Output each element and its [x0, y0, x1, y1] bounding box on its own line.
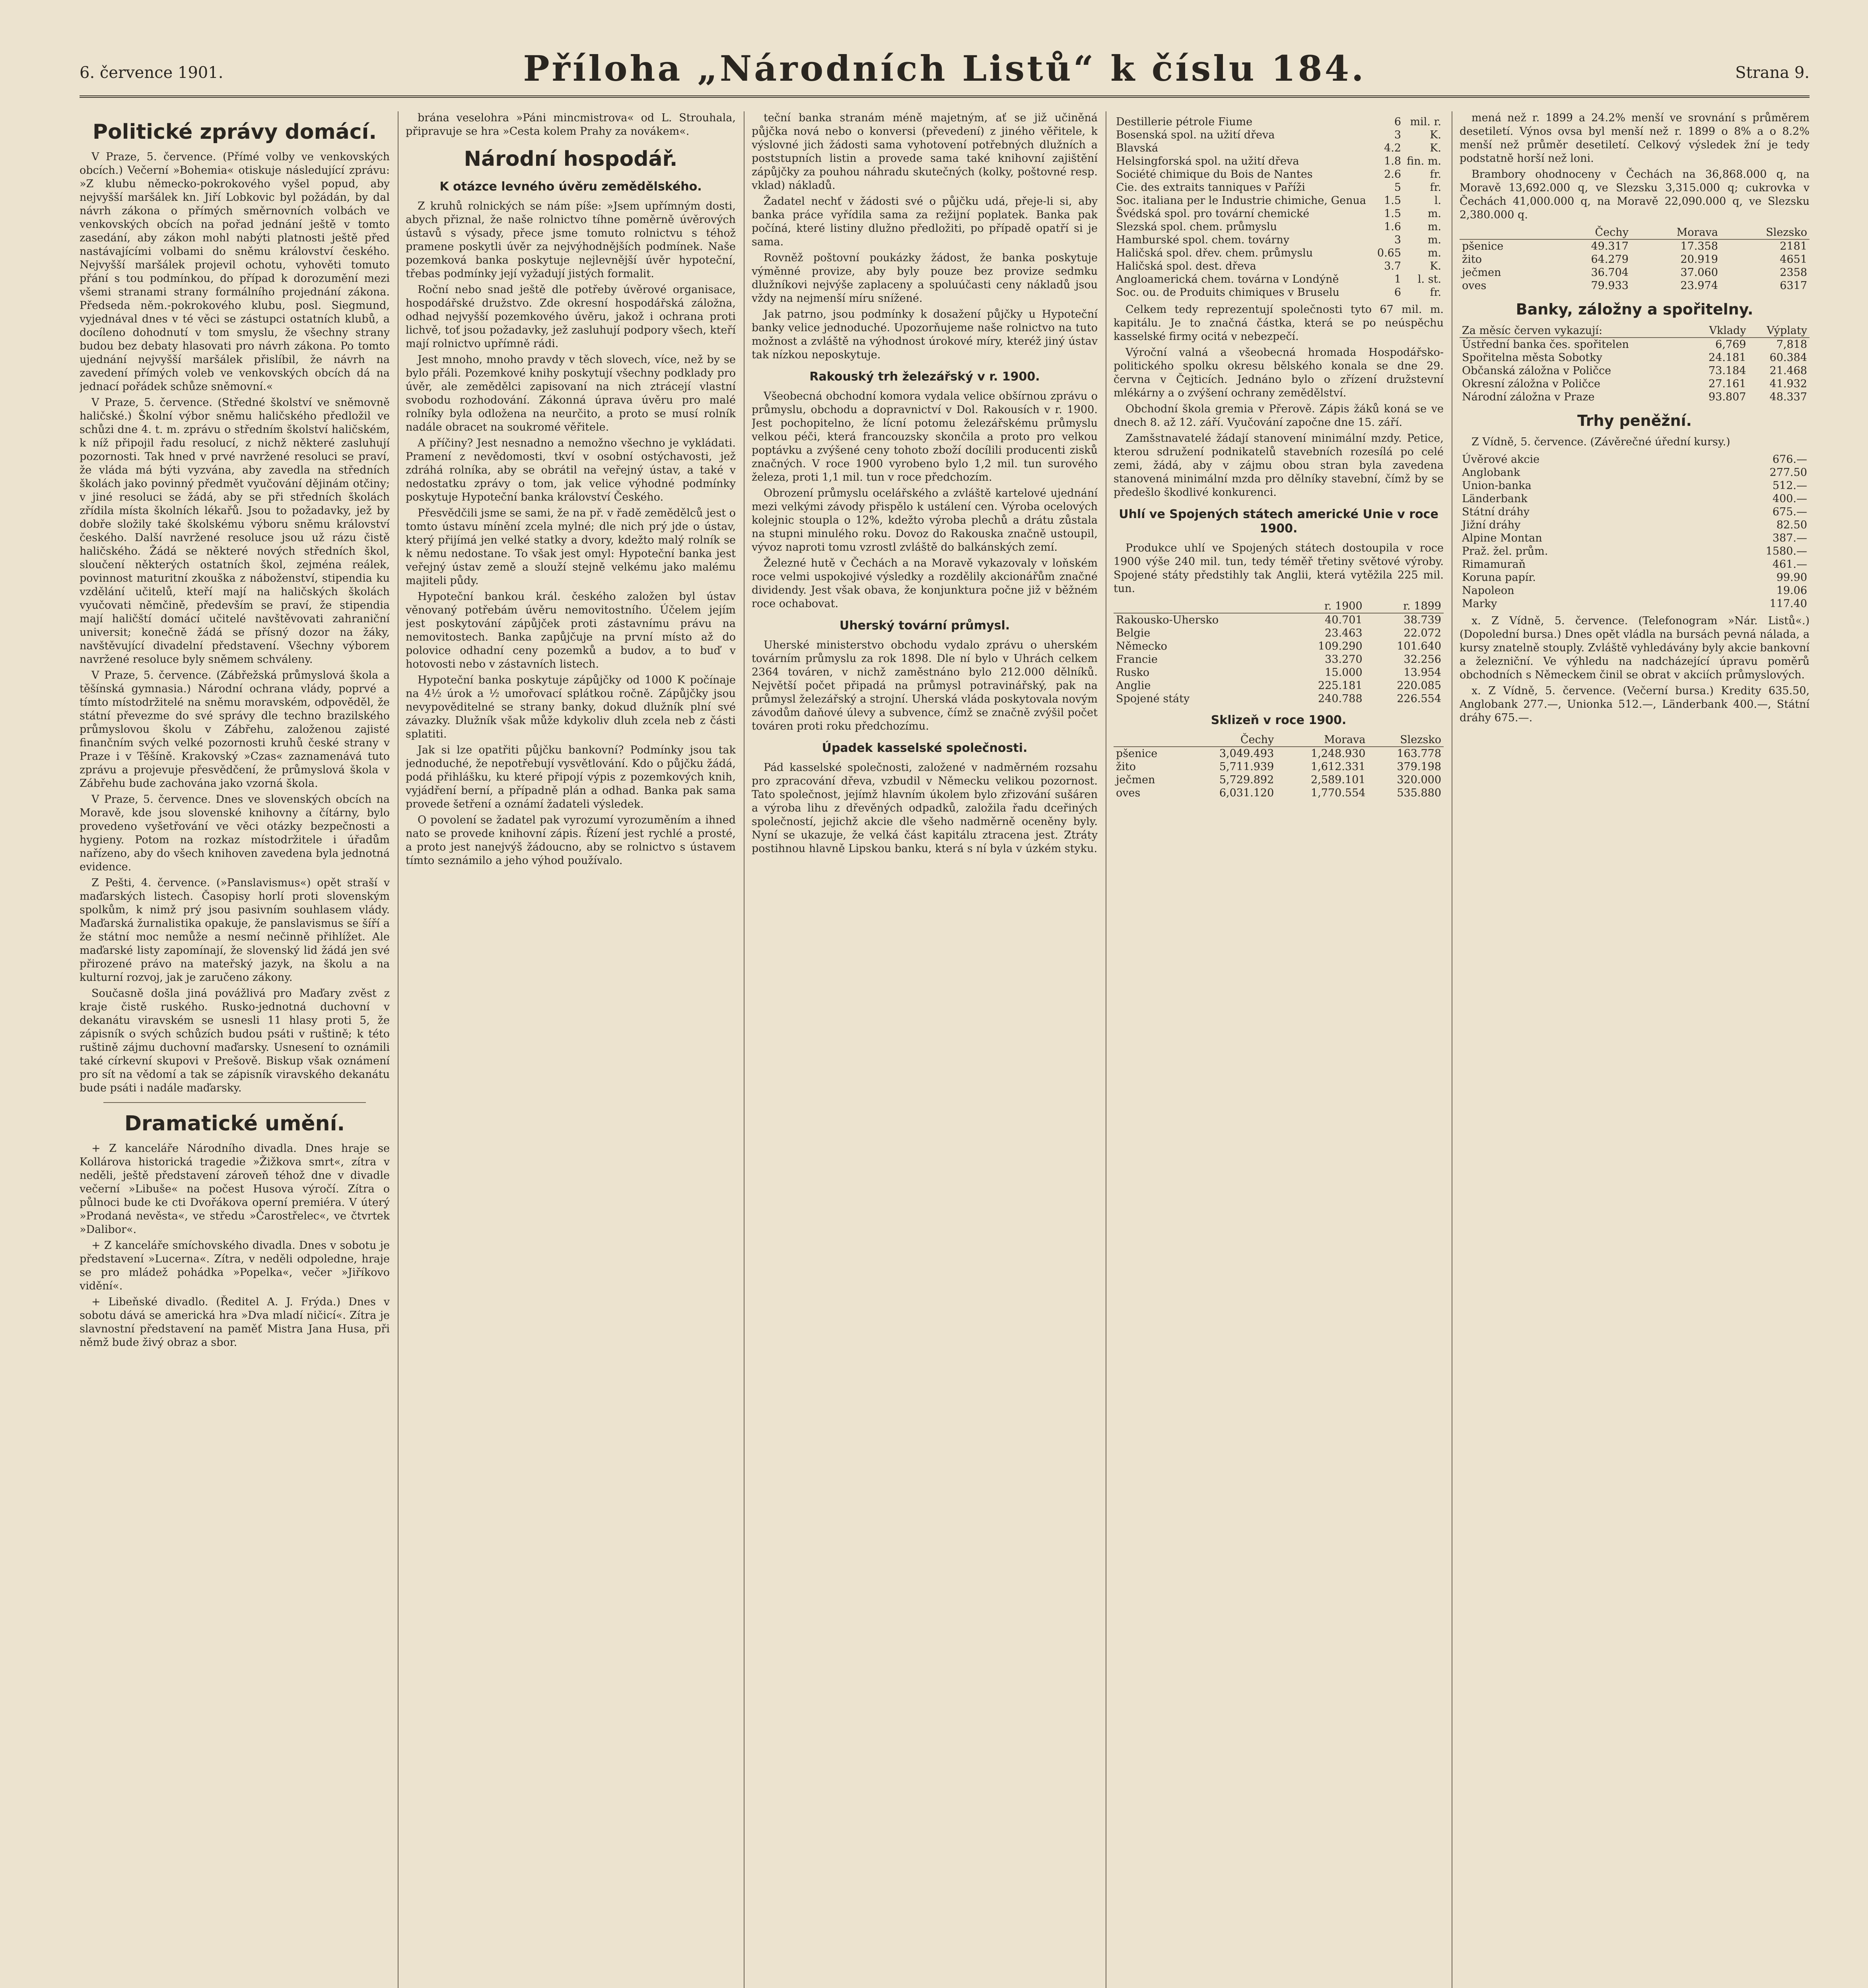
- table-cell: Haličská spol. dřev. chem. průmyslu: [1116, 247, 1313, 259]
- table-cell: Bosenská spol. na užití dřeva: [1116, 129, 1275, 141]
- table-cell: 36.704: [1591, 266, 1629, 279]
- table-cell: 23.974: [1680, 280, 1718, 292]
- table-cell: 22.072: [1403, 627, 1441, 639]
- table-cell: 13.954: [1403, 666, 1441, 679]
- table-row: [1114, 786, 1444, 800]
- table-row: [1114, 747, 1444, 760]
- table-row: [1114, 128, 1444, 142]
- article-paragraph: Hypoteční bankou král. českého založen byl ústav věnovaný potřebám úvěru nemovitostního. Účelem jejím jest poskytování zápůjček proti zástavnímu právu na nemovitostech. Banka zapůjčuje na první místo až do polovice odhadní ceny pozemků a budov, a to buď v hotovosti nebo v zástavních listech.: [406, 590, 736, 670]
- article-paragraph: Pád kasselské společnosti, založené v nadměrném rozsahu pro zpracování dřeva, vzbudil v Německu velikou pozornost. Tato společnost, jejímž hlavním úkolem bylo zřizování sušáren a výroba lihu z dřevěných odpadků, založila řadu dceřiných společností, jejichž akcie dle všeho nadměrně oceněny byly. Nyní se ukazuje, že velká část kapitálu ztracena jest. Ztráty postihnou hlavně Lipskou banku, která s ní byla v úzkém styku.: [752, 761, 1098, 855]
- table-cell: fr.: [1430, 168, 1441, 181]
- table-cell: Belgie: [1116, 627, 1151, 639]
- table-row: [1460, 505, 1810, 518]
- article-paragraph: Jest mnoho, mnoho pravdy v těch slovech, více, než by se bylo přáli. Pozemkové knihy poskytují všechny podklady pro úvěr, ale zemědělci zapisovaní na nich ztrácejí vlastní svobodu rozhodování. Zákonná úprava úvěru pro malé rolníky byla odložena na neurčito, a proto se musí rolník nadále obracet na soukromé věřitele.: [406, 353, 736, 433]
- table-row: [1460, 351, 1810, 364]
- table-cell: 117.40: [1769, 598, 1807, 610]
- table-cell: Koruna papír.: [1462, 571, 1536, 584]
- article-paragraph: V Praze, 5. července. (Přímé volby ve venkovských obcích.) Večerní »Bohemia« otiskuje následující zprávu: »Z klubu německo-pokrokového vyšel popud, aby nejvyšší maršálek kn. Jiří Lobkovic byl požádán, by dal návrh zákona o přímých směrnovních volbách ve venkovských obcích na pořad jednání ještě v tomto zasedání, aby zákon mohl nabýti platnosti ještě před nastávajícími volbami do sněmu království českého. Nejvyšší maršálek projevil ochotu, vyhověti tomuto přání s tou podmínkou, do případ k dorozumění mezi všemi stranami strany formálního projednání zákona. Předseda něm.-pokrokového klubu, posl. Siegmund, vyjednával dnes v té věci se zástupci ostatních klubů, a docíleno dohodnutí v tom smyslu, že všechny strany budou bez debaty hlasovati pro návrh zákona. Po tomto ujednání nejvyšší maršálek přislíbil, že návrh na zavedení přímých voleb ve venkovských obcích dá na jednací pořádek schůze sněmovní.«: [80, 151, 390, 393]
- table-cell: 535.880: [1397, 787, 1441, 799]
- article-paragraph: Z kruhů rolnických se nám píše: »Jsem upřímným dosti, abych přiznal, že naše rolnictvo tíhne poměrně úvěrových ústavů s výsady, přece jsme tomuto rolnictvu s téhož pramene poskytli úvěr za nejvýhodnějších podmínek. Naše pozemková banka poskytuje nejlevnější úvěr hypoteční, třebas podmínky její vyžadují jistých formalit.: [406, 200, 736, 280]
- crop-table: [1460, 226, 1810, 292]
- table-header-cell: r. 1900: [1286, 600, 1365, 613]
- table-row: [1460, 239, 1810, 253]
- article-paragraph: O povolení se žadatel pak vyrozumí vyrozuměním a ihned nato se provede knihovní zápis. Řízení jest rychlé a prosté, a proto jest nanejvýš žádoucno, aby se rolnictvo s ústavem tímto seznámilo a jeho výhod používalo.: [406, 814, 736, 867]
- table-row: [1114, 233, 1444, 247]
- table-cell: 3,049.493: [1219, 747, 1274, 760]
- article-paragraph: Železné hutě v Čechách a na Moravě vykazovaly v loňském roce velmi uspokojivé výsledky a rozdělily akcionářům značné dividendy. Jest však obava, že konjunktura počne již v běžném roce ochabovat.: [752, 557, 1098, 610]
- table-cell: 6,031.120: [1219, 787, 1274, 799]
- table-cell: Praž. žel. prům.: [1462, 545, 1548, 557]
- table-cell: 41.932: [1769, 378, 1807, 390]
- table-cell: Alpine Montan: [1462, 532, 1542, 544]
- table-cell: Soc. italiana per le Industrie chimiche, Genua: [1116, 194, 1366, 207]
- table-row: [1460, 390, 1810, 404]
- table-cell: 320.000: [1397, 774, 1441, 786]
- table-header-cell: [1114, 600, 1286, 613]
- table-cell: Ústřední banka čes. spořitelen: [1462, 338, 1629, 351]
- table-cell: Úvěrové akcie: [1462, 453, 1540, 466]
- table-header-cell: Čechy: [1549, 226, 1631, 239]
- table-cell: 1,770.554: [1311, 787, 1366, 799]
- section-heading-economy: Národní hospodář.: [464, 147, 678, 171]
- table-row: [1114, 260, 1444, 273]
- column-4: [1114, 111, 1444, 1988]
- table-row: [1460, 571, 1810, 584]
- supplement-title: Příloha „Národních Listů“ k číslu 184.: [523, 48, 1366, 89]
- table-cell: oves: [1116, 787, 1141, 799]
- harvest-table: [1114, 733, 1444, 800]
- table-header-cell: Za měsíc červen vykazují:: [1460, 324, 1691, 338]
- table-cell: Rusko: [1116, 666, 1150, 679]
- table-row: [1114, 640, 1444, 653]
- table-cell: Německo: [1116, 640, 1167, 652]
- table-cell: Anglobank: [1462, 466, 1520, 479]
- table-cell: 1,612.331: [1311, 761, 1366, 773]
- table-cell: 48.337: [1769, 391, 1807, 403]
- table-cell: 93.807: [1708, 391, 1746, 403]
- table-row: [1460, 453, 1810, 466]
- table-cell: 6317: [1780, 280, 1807, 292]
- table-cell: žito: [1462, 253, 1482, 266]
- article-subheading: K otázce levného úvěru zemědělského.: [439, 180, 702, 194]
- table-row: [1460, 266, 1810, 279]
- table-row: [1114, 653, 1444, 666]
- table-cell: m.: [1427, 221, 1441, 233]
- table-cell: fr.: [1430, 181, 1441, 194]
- table-cell: 79.933: [1591, 280, 1629, 292]
- table-row: [1460, 584, 1810, 597]
- article-paragraph: Jak patrno, jsou podmínky k dosažení půjčky u Hypoteční banky velice jednoduché. Upozorňujeme naše rolnictvo na tuto možnost a zvláště na výhodnost úrokové míry, kteréž jiný ústav tak nízkou neposkytuje.: [752, 308, 1098, 361]
- table-cell: Rakousko-Uhersko: [1116, 614, 1219, 626]
- table-cell: 32.256: [1403, 653, 1441, 666]
- table-row: [1114, 181, 1444, 194]
- table-cell: 4.2: [1384, 142, 1401, 154]
- article-heading-iron-market: Rakouský trh železářský v r. 1900.: [809, 370, 1040, 384]
- article-paragraph: V Praze, 5. července. (Středné školství ve sněmovně haličské.) Školní výbor sněmu haličského předložil ve schůzi dne 4. t. m. zprávu o středním školství haličském, k níž připojil řadu resolucí, z nichž některé zasluhují pozornosti. Tak hned v prvé navržené resoluci se praví, že vláda má býti vyzvána, aby zavedla na středních školách jako povinný předmět vyučování dějinám otčiny; v jiné resoluci se žádá, aby se při středních školách zřídila místa školních lékařů. Jsou to požadavky, jež by dobře složily také školskému výboru sněmu království českého. Další navržené resoluce jsou už rázu čistě haličského. Žádá se některé nových středních škol, sloučení některých ostatních škol, zejména reálek, povinnost maturitní zkouška z náboženství, stipendia ku vzdělání učitelů, kteří mají na haličských školách vyučovati němčině, především se praví, že stipendia mají haličští domácí učitelé navštěvovati zahraniční universit; konečně žádá se přísný dozor na žáky, navštěvující divadelní představení. Všechny výborem navržené resoluce byly sněmem schváleny.: [80, 396, 390, 666]
- table-cell: 5,711.939: [1219, 761, 1274, 773]
- table-cell: 387.—: [1772, 532, 1807, 544]
- table-cell: Angloamerická chem. továrna v Londýně: [1116, 273, 1339, 285]
- section-heading-banks: Banky, záložny a spořitelny.: [1516, 301, 1753, 318]
- table-cell: 1.6: [1384, 221, 1401, 233]
- table-row: [1460, 466, 1810, 479]
- table-row: [1114, 773, 1444, 786]
- article-paragraph: Žadatel nechť v žádosti své o půjčku udá, přeje-li si, aby banka práce vyřídila sama za režijní poplatek. Banka pak počíná, které listiny dlužno předložiti, po případě opatří si je sama.: [752, 195, 1098, 248]
- divider: [103, 1102, 366, 1103]
- table-row: [1460, 597, 1810, 610]
- table-cell: m.: [1427, 234, 1441, 246]
- table-row: [1114, 207, 1444, 220]
- table-row: [1114, 220, 1444, 233]
- section-heading-money-markets: Trhy peněžní.: [1577, 412, 1692, 429]
- table-cell: žito: [1116, 761, 1136, 773]
- table-row: [1114, 115, 1444, 128]
- table-cell: fin. m.: [1407, 155, 1441, 167]
- table-cell: 379.198: [1397, 761, 1441, 773]
- column-3: [752, 111, 1098, 1988]
- table-cell: Rimamuraň: [1462, 558, 1526, 571]
- table-header-cell: Výplaty: [1748, 324, 1810, 338]
- table-header-cell: Morava: [1276, 733, 1368, 747]
- table-cell: Napoleon: [1462, 584, 1514, 597]
- article-heading-kassel: Úpadek kasselské společnosti.: [822, 741, 1028, 755]
- table-cell: Spojené státy: [1116, 693, 1190, 705]
- table-cell: 0.65: [1377, 247, 1401, 259]
- table-header-cell: [1114, 733, 1185, 747]
- table-cell: Francie: [1116, 653, 1158, 666]
- section-heading-domestic-politics: Politické zprávy domácí.: [92, 120, 377, 144]
- article-paragraph: Roční nebo snad ještě dle potřeby úvěrové organisace, hospodářské družstvo. Zde okresní hospodářská záložna, odhad nejvyšší pozemkového úvěru, jakož i ochrana proti lichvě, toť jsou požadavky, jež zasluhují podpory všech, kteří mají rolnictvo upřímně rádi.: [406, 283, 736, 350]
- issue-date: 6. července 1901.: [80, 64, 224, 82]
- table-cell: 461.—: [1772, 558, 1807, 571]
- table-cell: Cie. des extraits tanniques v Paříži: [1116, 181, 1305, 194]
- table-cell: 5: [1394, 181, 1401, 194]
- table-cell: Soc. ou. de Produits chimiques v Bruselu: [1116, 286, 1339, 299]
- article-paragraph: Zamšstnavatelé žádají stanovení minimální mzdy. Petice, kterou sdružení podnikatelů stavebních rozesílá po celé zemi, žádá, aby v zájmu obou stran byla zavedena stanovená minimální mzda pro dělníky stavební, čímž by se předešlo škodlivé konkurenci.: [1114, 432, 1444, 499]
- table-cell: Union-banka: [1462, 480, 1532, 492]
- table-header-cell: Vklady: [1691, 324, 1749, 338]
- table-cell: 225.181: [1318, 679, 1363, 692]
- article-paragraph: Výroční valná a všeobecná hromada Hospodářsko-politického spolku okresu bělského konala se dne 29. června v Čejticích. Jednáno bylo o zřízení družstevní mlékárny a o zvýšení ochrany zemědělství.: [1114, 346, 1444, 399]
- table-cell: 40.701: [1325, 614, 1363, 626]
- table-cell: 1.5: [1384, 208, 1401, 220]
- table-cell: K.: [1430, 260, 1441, 272]
- table-cell: l.: [1434, 194, 1441, 207]
- money-table: [1460, 453, 1810, 610]
- table-cell: oves: [1462, 280, 1487, 292]
- table-cell: 512.—: [1772, 480, 1807, 492]
- article-paragraph: + Libeňské divadlo. (Ředitel A. J. Frýda.) Dnes v sobotu dává se americká hra »Dva mladí ničicí«. Zítra je slavnostní představení na paměť Mistra Jana Husa, při němž bude živý obraz a sbor.: [80, 1296, 390, 1349]
- article-paragraph: Obchodní škola gremia v Přerově. Zápis žáků koná se ve dnech 8. až 12. září. Vyučování započne dne 15. září.: [1114, 403, 1444, 429]
- table-cell: 82.50: [1776, 519, 1807, 531]
- table-cell: 19.06: [1776, 584, 1807, 597]
- article-paragraph: Produkce uhlí ve Spojených státech dostoupila v roce 1900 výše 240 mil. tun, tedy téměř třetiny světové výroby. Spojené státy předstihly tak Anglii, která vytěžila 225 mil. tun.: [1114, 542, 1444, 595]
- table-cell: Spořitelna města Sobotky: [1462, 351, 1602, 364]
- table-cell: 240.788: [1318, 693, 1363, 705]
- table-cell: 15.000: [1325, 666, 1363, 679]
- article-paragraph: + Z kanceláře Národního divadla. Dnes hraje se Kollárova historická tragedie »Žižkova smrt«, zítra v neděli, ještě představení zároveň téhož dne v divadle večerní »Libuše« na počest Husova výročí. Zítra o půlnoci bude ke cti Dvořákova operní premiéra. V úterý »Prodaná nevěsta«, ve středu »Čarostřelec«, ve čtvrtek »Dalibor«.: [80, 1142, 390, 1236]
- article-paragraph: A příčiny? Jest nesnadno a nemožno všechno je vykládati. Pramení z nevědomosti, tkví v osobní ostýchavosti, jež zdráhá rolníka, aby se obrátil na veřejný ústav, a také v nedostatku zprávy o tom, jak velice výhodné podmínky poskytuje Hypoteční banka království Českého.: [406, 437, 736, 503]
- table-row: [1460, 545, 1810, 558]
- table-cell: Okresní záložna v Poličce: [1462, 378, 1601, 390]
- article-paragraph: Jak si lze opatřiti půjčku bankovní? Podmínky jsou tak jednoduché, že nepotřebují vysvětlování. Kdo o půjčku žádá, podá přihlášku, ku které připojí výpis z pozemkových knih, vyjádření berní, a případně plán a odhad. Banka pak sama provede šetření a oznámí žadateli výsledek.: [406, 744, 736, 810]
- table-cell: K.: [1430, 129, 1441, 141]
- table-cell: 163.778: [1397, 747, 1441, 760]
- table-cell: K.: [1430, 142, 1441, 154]
- table-cell: fr.: [1430, 286, 1441, 299]
- table-row: [1460, 377, 1810, 390]
- table-cell: Marky: [1462, 598, 1497, 610]
- table-cell: Národní záložna v Praze: [1462, 391, 1595, 403]
- table-row: [1114, 760, 1444, 773]
- table-cell: 23.463: [1325, 627, 1363, 639]
- table-cell: 33.270: [1325, 653, 1363, 666]
- table-cell: 1,248.930: [1311, 747, 1366, 760]
- article-paragraph: x. Z Vídně, 5. července. (Večerní bursa.) Kredity 635.50, Anglobank 277.—, Unionka 512.—, Länderbank 400.—, Státní dráhy 675.—.: [1460, 685, 1810, 724]
- stocks-table: [1114, 115, 1444, 299]
- table-row: [1114, 692, 1444, 705]
- table-row: [1460, 479, 1810, 492]
- article-paragraph: Uherské ministerstvo obchodu vydalo zprávu o uherském továrním průmyslu za rok 1898. Dle ní bylo v Uhrách celkem 2364 továren, v nichž zaměstnáno bylo 212.000 dělníků. Největší počet připadá na průmysl potravinářský, pak na průmysl železářský a strojní. Uherská vláda poskytovala novým závodům daňové úlevy a subvence, čímž se značně zvýšil počet továren proti roku předchozímu.: [752, 639, 1098, 732]
- table-cell: 17.358: [1680, 240, 1718, 252]
- table-header-cell: [1460, 226, 1549, 239]
- article-paragraph: + Z kanceláře smíchovského divadla. Dnes v sobotu je představení »Lucerna«. Zítra, v neděli odpoledne, hraje se pro mládež pohádka »Popelka«, večer »Jiříkovo vidění«.: [80, 1239, 390, 1292]
- table-cell: Státní dráhy: [1462, 506, 1530, 518]
- table-cell: 99.90: [1776, 571, 1807, 584]
- article-paragraph: Obrození průmyslu ocelářského a zvláště kartelové ujednání mezi velkými závody přispělo k ustálení cen. Výroba ocelových kolejnic stoupla o 12%, kdežto výroba plechů a drátu zůstala na stupni minulého roku. Dovoz do Rakouska značně ustoupil, vývoz naproti tomu vzrostl zvláště do balkánských zemí.: [752, 487, 1098, 553]
- table-cell: Hamburské spol. chem. továrny: [1116, 234, 1290, 246]
- table-cell: 24.181: [1708, 351, 1746, 364]
- table-row: [1460, 253, 1810, 266]
- table-cell: 3: [1394, 129, 1401, 141]
- table-cell: 20.919: [1680, 253, 1718, 266]
- table-cell: 38.739: [1403, 614, 1441, 626]
- article-paragraph: mená než r. 1899 a 24.2% menší ve srovnání s průměrem desetiletí. Výnos ovsa byl menší než r. 1899 o 8% a o 8.2% menší než průměr desetiletí. Celkový výsledek žní je tedy podstatně horší než loni.: [1460, 112, 1810, 165]
- table-cell: 1: [1394, 273, 1401, 285]
- table-row: [1460, 492, 1810, 505]
- article-paragraph: Všeobecná obchodní komora vydala velice obšírnou zprávu o průmyslu, obchodu a dopravnictví v Dol. Rakousích v r. 1900. Jest pochopitelno, že lícní potomu železářskému průmyslu velkou péči, která francouzsky skončila a proto pro velkou poptávku a zvýšené ceny tohoto zboží docílili producenti zisků značných. V roce 1900 vyrobeno bylo 1,2 mil. tun surového železa, proti 1,1 mil. tun v roce předchozím.: [752, 390, 1098, 483]
- table-cell: 675.—: [1772, 506, 1807, 518]
- table-cell: Länderbank: [1462, 493, 1528, 505]
- article-paragraph: Současně došla jiná povážlivá pro Maďary zvěst z kraje čistě ruského. Rusko-jednotná duchovní v dekanátu viravském se usnesli 11 hlasy proti 5, že zápisník o svých schůzích budou psáti v ruštině; k této ruštině zájmu duchovní maďarsky. Usnesení to oznámili také církevní skupovi v Prešově. Biskup však oznámení pro sít na vědomí a tak se zápisník viravského dekanátu bude psáti i nadále maďarsky.: [80, 987, 390, 1094]
- table-cell: pšenice: [1462, 240, 1504, 252]
- article-paragraph: Z Vídně, 5. července. (Závěrečné úřední kursy.): [1471, 436, 1730, 448]
- table-cell: 5,729.892: [1219, 774, 1274, 786]
- article-paragraph: Hypoteční banka poskytuje zápůjčky od 1000 K počínaje na 4½ úrok a ½ umořovací splátkou ročně. Zápůjčky jsou nevypověditelné se strany banky, dokud dlužník plní své závazky. Dlužník však může kdykoliv dluh zcela neb z části splatiti.: [406, 674, 736, 740]
- table-cell: 400.—: [1772, 493, 1807, 505]
- table-cell: 6: [1394, 116, 1401, 128]
- article-paragraph: V Praze, 5. července. (Zábřežská průmyslová škola a těšínská gymnasia.) Národní ochrana vlády, poprvé a tímto místodržitelé na sněmu moravském, odpověděl, že státní převezme do své správy dle techno brazilského průmyslovou školu v Zábřehu, založenou zajisté finančním svých velké pozornosti kruhů české strany v Praze i v Těšíně. Krakovský »Czas« zaznamenává tuto zprávu a projevuje přesvědčení, že průmyslová škola v Zábřehu bude zachována jako vzorná škola.: [80, 669, 390, 790]
- table-cell: Anglie: [1116, 679, 1151, 692]
- table-cell: pšenice: [1116, 747, 1158, 760]
- article-heading-harvest: Sklizeň v roce 1900.: [1211, 713, 1347, 727]
- article-paragraph: Brambory ohodnoceny v Čechách na 36,868.000 q, na Moravě 13,692.000 q, ve Slezsku 3,315.000 q; cukrovka v Čechách 41,000.000 q, na Moravě 22,090.000 q, ve Slezsku 2,380.000 q.: [1460, 168, 1810, 221]
- table-cell: 6: [1394, 286, 1401, 299]
- table-cell: m.: [1427, 247, 1441, 259]
- column-5: [1460, 111, 1810, 1988]
- article-paragraph: Rovněž poštovní poukázky žádost, že banka poskytuje výměnné provize, aby byly pouze bez provize sedmku dlužníkovi nejvýše zaplaceny a spoluúčasti ceny nákladů jsou vždy na nejmenší míru snížené.: [752, 252, 1098, 305]
- table-header-cell: Čechy: [1185, 733, 1276, 747]
- table-cell: 101.640: [1397, 640, 1441, 652]
- table-row: [1114, 273, 1444, 286]
- column-2: [406, 111, 736, 1988]
- table-cell: 2,589.101: [1311, 774, 1366, 786]
- page-number: Strana 9.: [1735, 64, 1810, 82]
- table-cell: l. st.: [1417, 273, 1441, 285]
- table-cell: 6,769: [1715, 338, 1746, 351]
- article-paragraph: x. Z Vídně, 5. července. (Telefonogram »Nár. Listů«.) (Dopolední bursa.) Dnes opět vládla na bursách pevná nálada, a kursy znatelně stouply. Zvláště vyhledávány byly akcie bankovní a železniční. Ve výhledu na nadcházející úpravu poměrů obchodních s Německem činil se obrat v akciích průmyslových.: [1460, 615, 1810, 681]
- table-cell: Haličská spol. dest. dřeva: [1116, 260, 1256, 272]
- table-cell: 3.7: [1384, 260, 1401, 272]
- article-paragraph: Celkem tedy reprezentují společnosti tyto 67 mil. m. kapitálu. Je to značná částka, která se po neúspěchu kasselské firmy ocitá v nebezpečí.: [1114, 303, 1444, 343]
- article-heading-coal: Uhlí ve Spojených státech americké Unie v roce 1900.: [1119, 507, 1438, 536]
- table-cell: 21.468: [1769, 365, 1807, 377]
- table-row: [1114, 194, 1444, 207]
- table-cell: 73.184: [1708, 365, 1746, 377]
- table-row: [1460, 364, 1810, 377]
- table-cell: 60.384: [1769, 351, 1807, 364]
- table-cell: 3: [1394, 234, 1401, 246]
- table-cell: Švédská spol. pro tovární chemické: [1116, 208, 1310, 220]
- table-cell: 7,818: [1776, 338, 1807, 351]
- table-cell: 4651: [1780, 253, 1807, 266]
- table-cell: Société chimique du Bois de Nantes: [1116, 168, 1313, 181]
- section-heading-drama: Dramatické umění.: [124, 1112, 345, 1136]
- table-cell: 277.50: [1769, 466, 1807, 479]
- table-header-cell: Slezsko: [1368, 733, 1444, 747]
- table-row: [1460, 532, 1810, 545]
- table-cell: 1.5: [1384, 194, 1401, 207]
- table-cell: 2181: [1780, 240, 1807, 252]
- table-cell: 49.317: [1591, 240, 1629, 252]
- column-1: [80, 111, 390, 1988]
- table-cell: 37.060: [1680, 266, 1718, 279]
- table-cell: mil. r.: [1410, 116, 1441, 128]
- table-cell: 226.554: [1397, 693, 1441, 705]
- table-cell: 27.161: [1708, 378, 1746, 390]
- table-row: [1114, 247, 1444, 260]
- article-paragraph: V Praze, 5. července. Dnes ve slovenských obcích na Moravě, kde jsou slovenské knihovny a čítárny, bylo provedeno vyšetřování ve věci otázky bezpečnosti a hygieny. Potom na rozkaz místodržitele i úřadům nařízeno, aby do všech knihoven zavedena byla jednotná evidence.: [80, 793, 390, 873]
- table-header-cell: Morava: [1631, 226, 1720, 239]
- table-cell: Destillerie pétrole Fiume: [1116, 116, 1253, 128]
- table-cell: 1580.—: [1765, 545, 1807, 557]
- table-cell: Občanská záložna v Poličce: [1462, 365, 1611, 377]
- table-cell: 64.279: [1591, 253, 1629, 266]
- table-cell: 220.085: [1397, 679, 1441, 692]
- table-cell: ječmen: [1462, 266, 1501, 279]
- table-header-cell: r. 1899: [1365, 600, 1444, 613]
- table-cell: m.: [1427, 208, 1441, 220]
- table-cell: 2358: [1780, 266, 1807, 279]
- table-cell: Jižní dráhy: [1462, 519, 1521, 531]
- table-row: [1114, 142, 1444, 155]
- article-paragraph: teční banka stranám méně majetným, ať se již učiněná půjčka nová nebo o konversi (převedení) z jiného věřitele, k výslovné jich žádosti sama vyhotovení potřebných dlužních a poststupních listin a provede sama také knihovní zajištění zápůjčky za pouhou náhradu skutečných (kolky, poštovné resp. vklad) nákladů.: [752, 112, 1098, 192]
- table-cell: 676.—: [1772, 453, 1807, 466]
- table-row: [1114, 155, 1444, 168]
- table-cell: 109.290: [1318, 640, 1363, 652]
- masthead: [80, 48, 1810, 98]
- table-row: [1114, 286, 1444, 299]
- table-row: [1460, 558, 1810, 571]
- table-row: [1114, 679, 1444, 692]
- coal-table: [1114, 600, 1444, 705]
- table-row: [1114, 666, 1444, 679]
- table-row: [1114, 627, 1444, 640]
- table-row: [1460, 518, 1810, 532]
- table-cell: 1.8: [1384, 155, 1401, 167]
- table-cell: ječmen: [1116, 774, 1155, 786]
- article-paragraph: brána veselohra »Páni mincmistrova« od L. Strouhala, připravuje se hra »Cesta kolem Prahy za novákem«.: [406, 112, 736, 138]
- table-row: [1114, 613, 1444, 627]
- banks-table: [1460, 324, 1810, 404]
- table-row: [1460, 338, 1810, 351]
- table-cell: Slezská spol. chem. průmyslu: [1116, 221, 1277, 233]
- table-row: [1114, 168, 1444, 181]
- table-row: [1460, 279, 1810, 292]
- table-cell: Blavská: [1116, 142, 1159, 154]
- table-header-cell: Slezsko: [1720, 226, 1810, 239]
- table-cell: Helsingforská spol. na užití dřeva: [1116, 155, 1299, 167]
- article-paragraph: Z Pešti, 4. července. (»Panslavismus«) opět straší v maďarských listech. Časopisy horlí proti slovenským spolkům, k nimž prý jsou pasivním souhlasem vlády. Maďarská žurnalistika opakuje, že panslavismus se šíří a že státní moc nemůže a nesmí nečinně přihlížet. Ale maďarské listy zapomínají, že slovenský lid žádá jen své přirozené právo na mateřský jazyk, na školu a na kulturní rozvoj, jak je zaručeno zákony.: [80, 877, 390, 984]
- table-cell: 2.6: [1384, 168, 1401, 181]
- article-heading-hungarian-industry: Uherský tovární průmysl.: [839, 619, 1010, 633]
- article-paragraph: Přesvědčili jsme se sami, že na př. v řadě zemědělců jest o tomto ústavu mínění zcela mylné; dle nich prý jde o ústav, který přijímá jen velké statky a dvory, kdežto malý rolník se k němu nedostane. To však jest omyl: Hypoteční banka jest veřejný ústav země a slouží stejně velkému jako malému majiteli půdy.: [406, 507, 736, 587]
